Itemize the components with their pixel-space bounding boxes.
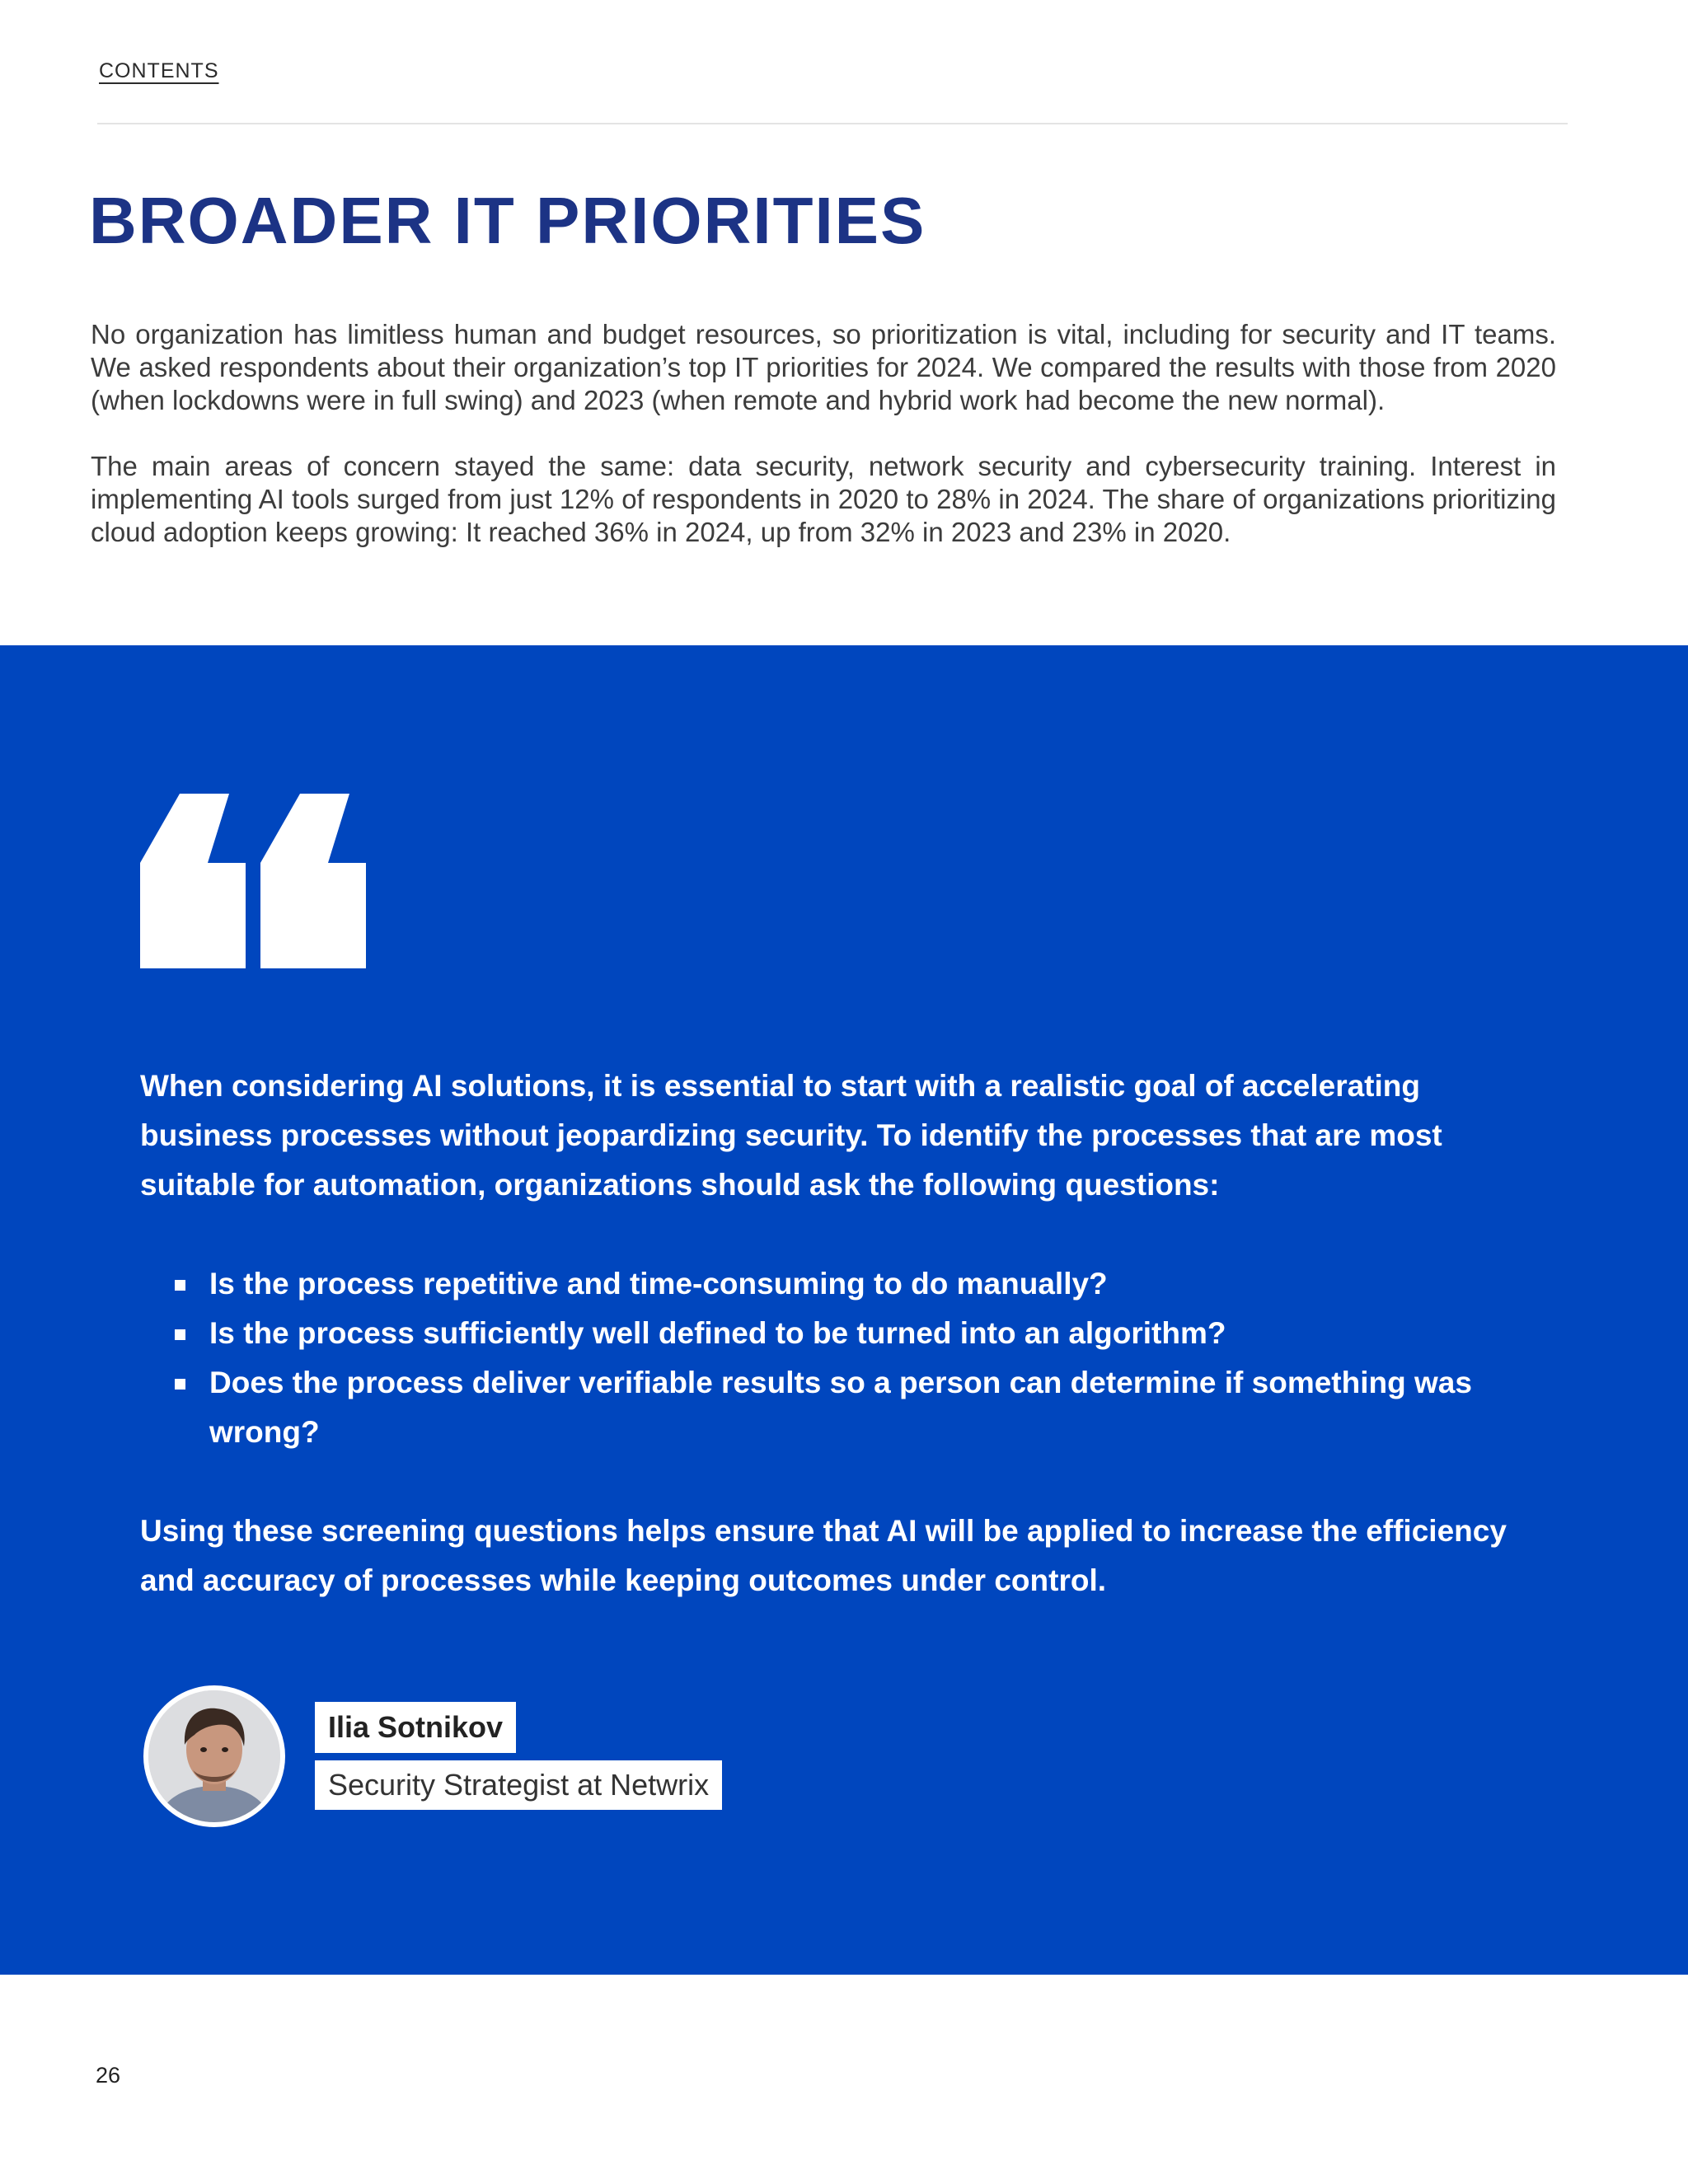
question-text: Does the process deliver verifiable results so a person can determine if something was wrong? bbox=[209, 1366, 1472, 1449]
intro-paragraph: The main areas of concern stayed the same: data security, network security and cybersecurity training. Interest in implementing AI tools surged from just 12% of respondents in 2020 to 28% in 2024. The share of organizations prioritizing cloud adoption keeps growing: It reached 36% in 2024, up from 32% in 2023 and 23% in 2020. bbox=[91, 451, 1556, 547]
square-bullet-icon bbox=[175, 1280, 185, 1291]
page-title: BROADER IT PRIORITIES bbox=[89, 184, 926, 257]
quote-intro: When considering AI solutions, it is essential to start with a realistic goal of accelerating business processes without jeopardizing security. To identify the processes that are most suitable for automation, organizations should ask the following questions: bbox=[140, 1069, 1442, 1202]
header-divider bbox=[97, 123, 1568, 124]
square-bullet-icon bbox=[175, 1379, 185, 1390]
intro-paragraph: No organization has limitless human and budget resources, so prioritization is vital, including for security and IT teams. We asked respondents about their organization’s top IT priorities for 2024. We compared the results with those from 2020 (when lockdowns were in full swing) and 2023 (when remote and hybrid work had become the new normal). bbox=[91, 319, 1556, 415]
quote-body bbox=[140, 1062, 1558, 1605]
contents-link[interactable]: CONTENTS bbox=[99, 59, 219, 82]
author-name: Ilia Sotnikov bbox=[315, 1702, 516, 1753]
quote-mark-icon bbox=[140, 794, 367, 968]
intro-text bbox=[91, 318, 1556, 582]
question-list bbox=[140, 1259, 1558, 1457]
question-item bbox=[140, 1358, 1495, 1457]
author-avatar bbox=[143, 1685, 285, 1827]
question-text: Is the process sufficiently well defined to be turned into an algorithm? bbox=[209, 1316, 1226, 1350]
quote-conclusion: Using these screening questions helps ensure that AI will be applied to increase the efficiency and accuracy of processes while keeping outcomes under control. bbox=[140, 1514, 1507, 1597]
square-bullet-icon bbox=[175, 1329, 185, 1340]
question-text: Is the process repetitive and time-consuming to do manually? bbox=[209, 1267, 1108, 1301]
author-role: Security Strategist at Netwrix bbox=[315, 1760, 722, 1810]
question-item bbox=[140, 1259, 1495, 1309]
page-number: 26 bbox=[96, 2063, 121, 2088]
person-photo-icon bbox=[148, 1690, 280, 1822]
question-item bbox=[140, 1309, 1495, 1358]
